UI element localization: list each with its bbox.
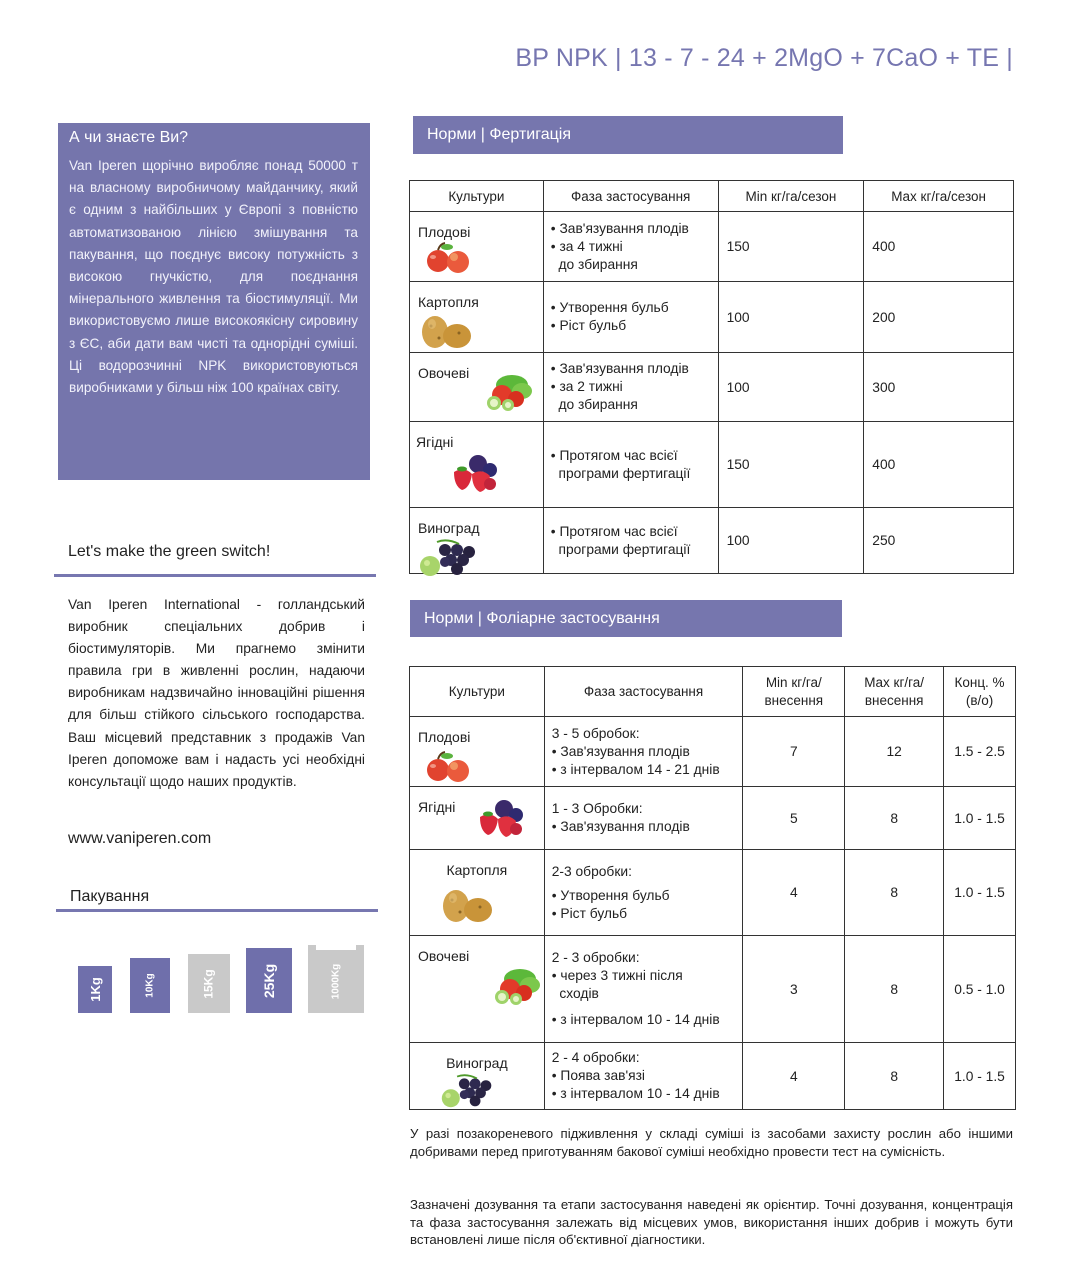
phase-cell: • Протягом час всієї програми фертигації: [543, 422, 718, 508]
about-text: Van Iperen International - голландський виробник спеціальних добрив і біостимуляторів. Ми прагнемо змінити правила гри в живленні рослин, надаючи виробникам надзвичайно інноваційні рішення для більш стійкого сільського господарства. Ваш місцевий представник з продажів Van Iperen допоможе вам і надасть усі необхідні консультації щодо наших продуктів.: [68, 597, 365, 789]
min-cell: 4: [743, 850, 845, 936]
bag-10kg-icon: 10Kg: [130, 958, 170, 1013]
crop-cell: [410, 717, 545, 787]
max-cell: 300: [864, 353, 1014, 422]
min-cell: 100: [718, 508, 864, 574]
crop-name: Овочеві: [418, 948, 470, 964]
fertigation-table: [409, 180, 1014, 574]
min-cell: 150: [718, 422, 864, 508]
header-max: Max кг/га/сезон: [864, 181, 1014, 212]
foliar-table: [409, 666, 1016, 1110]
crop-cell: [410, 422, 544, 508]
header-phase: Фаза застосування: [543, 181, 718, 212]
conc-cell: 1.0 - 1.5: [944, 1043, 1016, 1110]
crop-name: Картопля: [446, 862, 508, 878]
header-concentration: Конц. % (в/о): [944, 667, 1016, 717]
max-cell: 250: [864, 508, 1014, 574]
max-cell: 12: [845, 717, 944, 787]
conc-cell: 1.0 - 1.5: [944, 850, 1016, 936]
green-switch-heading: Let's make the green switch!: [68, 543, 271, 560]
crop-cell: [410, 787, 545, 850]
bag-1kg-icon: 1Kg: [78, 966, 112, 1013]
table-row: [410, 936, 1016, 1043]
crop-cell: [410, 282, 544, 353]
min-cell: 150: [718, 212, 864, 282]
fertigation-banner: Норми | Фертигація: [413, 116, 843, 154]
min-cell: 100: [718, 282, 864, 353]
phase-cell: 2 - 4 обробки: • Поява зав'язі • з інтервалом 10 - 14 днів: [544, 1043, 743, 1110]
max-cell: 200: [864, 282, 1014, 353]
phase-cell: 2 - 3 обробки: • через 3 тижні після сходів • з інтервалом 10 - 14 днів: [544, 936, 743, 1043]
header-culture: Культури: [410, 181, 544, 212]
header-min: Min кг/га/сезон: [718, 181, 864, 212]
crop-cell: [410, 936, 545, 1043]
table-row: [410, 212, 1014, 282]
crop-name: Плодові: [418, 729, 471, 745]
max-cell: 8: [845, 850, 944, 936]
page-title: BP NPK | 13 - 7 - 24 + 2MgO + 7CaO + TE |: [515, 44, 1013, 72]
vegetables-icon: [482, 964, 542, 1010]
conc-cell: 1.0 - 1.5: [944, 787, 1016, 850]
crop-name: Ягідні: [416, 434, 454, 450]
phase-cell: • Протягом час всієї програми фертигації: [543, 508, 718, 574]
fruit-icon: [420, 747, 480, 787]
foliar-banner: Норми | Фоліарне застосування: [410, 600, 842, 637]
info-box-heading: А чи знаєте Ви?: [69, 129, 189, 146]
max-cell: 8: [845, 1043, 944, 1110]
phase-cell: 2-3 обробки: • Утворення бульб • Ріст бульб: [544, 850, 743, 936]
fruit-icon: [420, 238, 480, 278]
min-cell: 3: [743, 936, 845, 1043]
dosage-note: Зазначені дозування та етапи застосування наведені як орієнтир. Точні дозування, концентрація та фаза застосування залежать від місцевих умов, використання інших добрив і можуть бути встановлені лише після об'єктивної діагностики.: [410, 1197, 1013, 1247]
website-link[interactable]: www.vaniperen.com: [68, 830, 212, 847]
crop-cell: [410, 1043, 545, 1110]
info-box-text: Van Iperen щорічно виробляє понад 50000 т на власному виробничому майданчику, який є одним з найбільших у Європі з повністю автоматизованою лінією змішування та пакування, що поєднує високу потужність з високою гнучкістю, для поєднання мінерального живлення та біостимуляції. Ми використовуємо лише високоякісну сировину з ЄС, аби дати вам чисті та однорідні суміші. Ці водорозчинні NPK використовуються виробниками у більш ніж 100 країнах світу.: [69, 158, 358, 396]
phase-cell: • Зав'язування плодів • за 2 тижні до збирання: [543, 353, 718, 422]
divider: [54, 574, 376, 577]
berries-icon: [470, 797, 530, 841]
conc-cell: 0.5 - 1.0: [944, 936, 1016, 1043]
divider: [56, 909, 378, 912]
bag-15kg-icon: 15Kg: [188, 954, 230, 1013]
crop-cell: [410, 508, 544, 574]
min-cell: 5: [743, 787, 845, 850]
table-row: [410, 1043, 1016, 1110]
table-row: [410, 508, 1014, 574]
phase-cell: • Зав'язування плодів • за 4 тижні до збирання: [543, 212, 718, 282]
table-row: [410, 787, 1016, 850]
bag-25kg-icon: 25Kg: [246, 948, 292, 1013]
min-cell: 7: [743, 717, 845, 787]
header-phase: Фаза застосування: [544, 667, 743, 717]
table-row: [410, 353, 1014, 422]
potato-icon: [436, 882, 500, 924]
max-cell: 400: [864, 422, 1014, 508]
bigbag-1000kg-icon: 1000Kg: [308, 950, 364, 1013]
crop-name: Ягідні: [418, 799, 456, 815]
potato-icon: [416, 308, 478, 350]
crop-cell: [410, 212, 544, 282]
packaging-heading: Пакування: [70, 888, 150, 905]
crop-name: Плодові: [418, 224, 471, 240]
crop-cell: [410, 850, 545, 936]
compatibility-note: У разі позакореневого підживлення у складі суміші із засобами захисту рослин або іншими добривами перед приготуванням бакової суміші необхідно провести тест на сумісність.: [410, 1126, 1013, 1159]
info-box: [58, 123, 370, 480]
header-culture: Культури: [410, 667, 545, 717]
header-max: Max кг/га/ внесення: [845, 667, 944, 717]
crop-name: Картопля: [418, 294, 479, 310]
conc-cell: 1.5 - 2.5: [944, 717, 1016, 787]
crop-name: Виноград: [418, 520, 480, 536]
max-cell: 8: [845, 936, 944, 1043]
phase-cell: • Утворення бульб • Ріст бульб: [543, 282, 718, 353]
grapes-icon: [416, 538, 480, 578]
table-row: [410, 422, 1014, 508]
phase-cell: 3 - 5 обробок: • Зав'язування плодів • з інтервалом 14 - 21 днів: [544, 717, 743, 787]
table-row: [410, 850, 1016, 936]
crop-cell: [410, 353, 544, 422]
max-cell: 400: [864, 212, 1014, 282]
max-cell: 8: [845, 787, 944, 850]
crop-name: Овочеві: [418, 365, 470, 381]
table-row: [410, 282, 1014, 353]
berries-icon: [444, 452, 504, 496]
min-cell: 4: [743, 1043, 845, 1110]
phase-cell: 1 - 3 Обробки: • Зав'язування плодів: [544, 787, 743, 850]
grapes-icon: [436, 1073, 498, 1109]
crop-name: Виноград: [446, 1055, 508, 1071]
vegetables-icon: [474, 371, 534, 415]
table-row: [410, 717, 1016, 787]
min-cell: 100: [718, 353, 864, 422]
header-min: Min кг/га/ внесення: [743, 667, 845, 717]
